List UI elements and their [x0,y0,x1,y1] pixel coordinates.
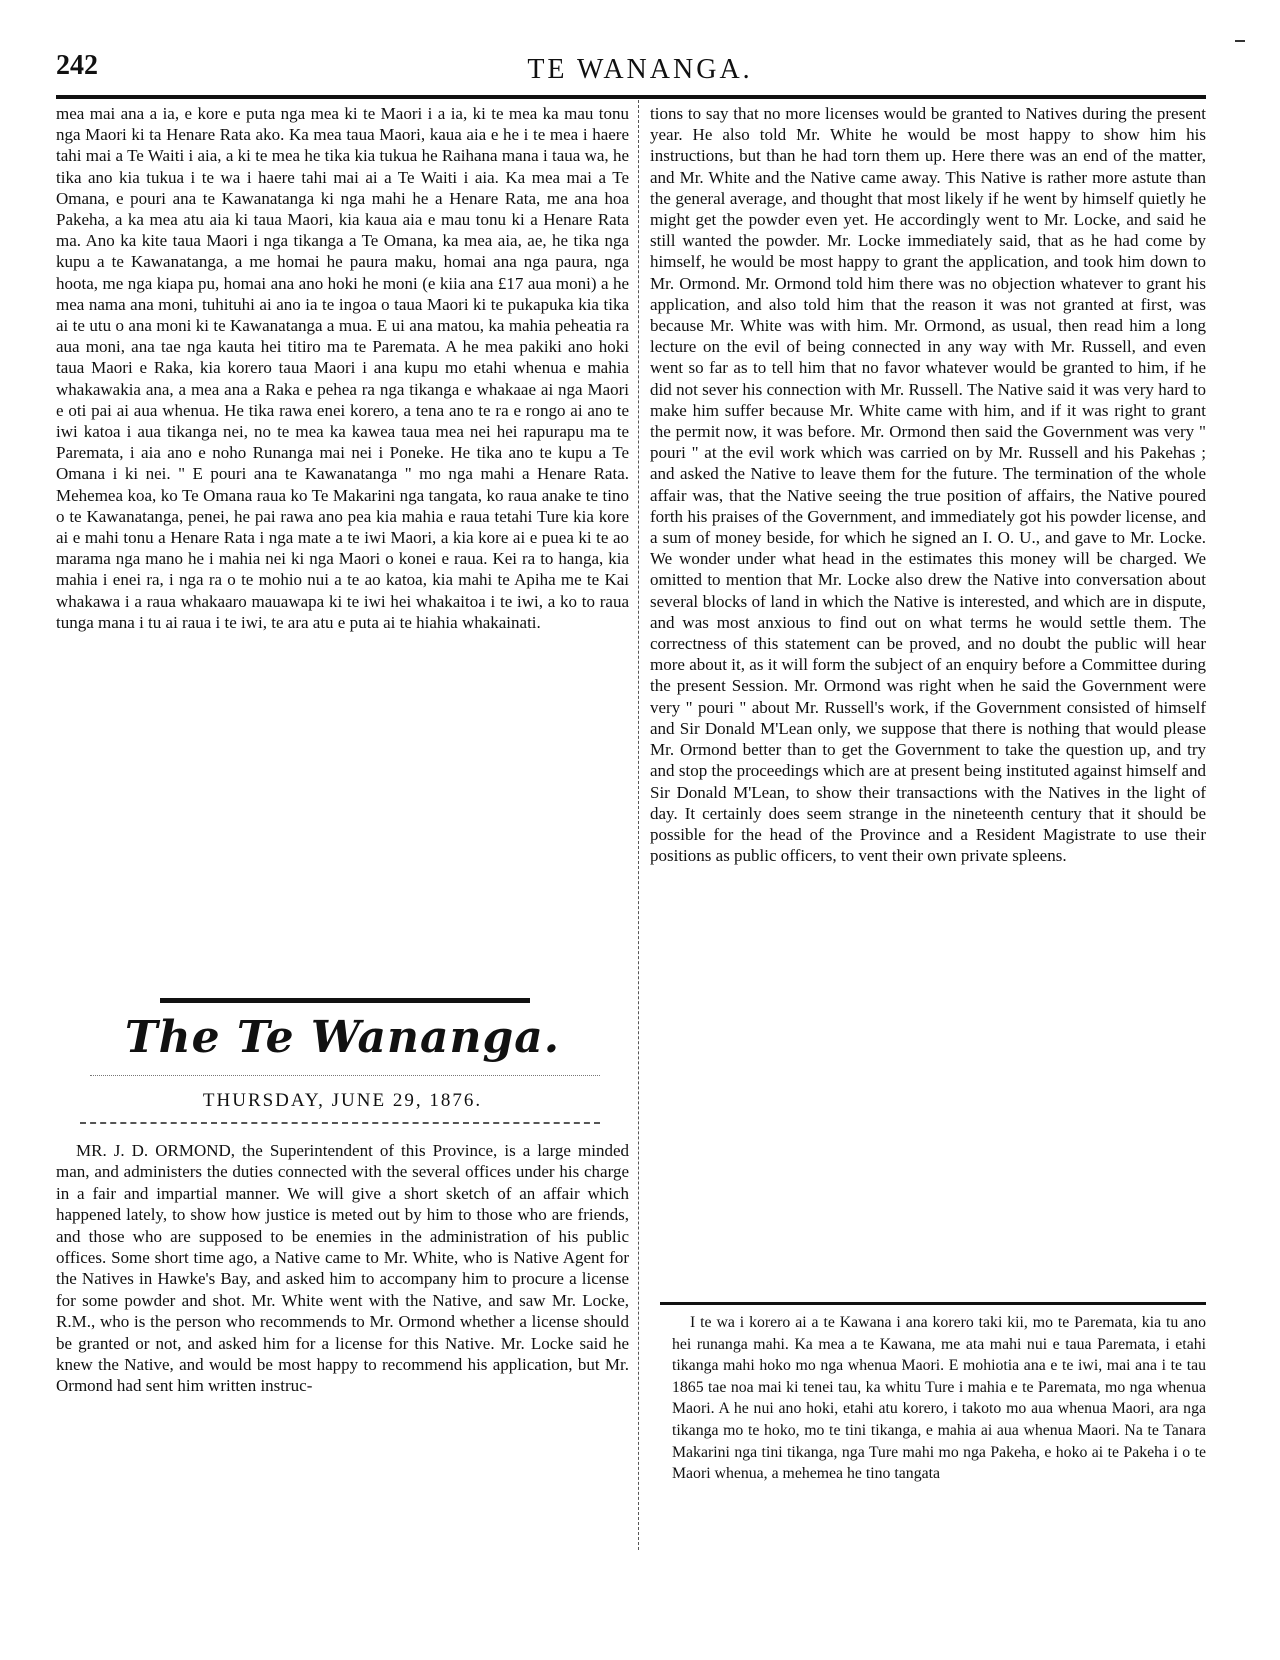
section-rule [660,1302,1206,1305]
running-title: TE WANANGA. [527,54,753,85]
dateline: THURSDAY, JUNE 29, 1876. [202,1090,483,1111]
header-rule [56,95,1206,99]
masthead-rule [160,998,530,1003]
right-column [650,103,1206,866]
editorial-continuation: tions to say that no more licenses would be granted to Natives during the present year. He also told Mr. White he would be most happy to show him his instructions, but than he had torn them up. Here there was an end of the matter, and Mr. White and the Native came away. This Native is rather more astute than the general average, and thought that most likely if he went by himself quietly he might get the powder even yet. He accordingly went to Mr. Locke, and said he still wanted the powder. Mr. Locke immediately said, that as he had come by himself, he would be most happy to grant the application, and took him down to Mr. Ormond. Mr. Ormond told him there was no objection whatever to grant his application, and also told him that the reason it was not granted at first, was because Mr. White was with him. Mr. Ormond, as usual, then read him a long lecture on the evil of being connected in any way with Mr. Russell, and even went so far as to tell him that no favor whatever would be granted to him, if he did not sever his connection with Mr. Russell. The Native said it was very hard to make him suffer because Mr. White came with him, and if it was right to grant the permit now, it was before. Mr. Ormond then said the Government was very " pouri " at the evil work which was carried on by Mr. Russell and his Pakehas ; and asked the Native to leave them for the future. The termination of the whole affair was, that the Native seeing the true position of affairs, the Native poured forth his praises of the Government, and immediately got his powder license, and a sum of money beside, for which he signed an I. O. U., and gave to Mr. Locke. We wonder under what head in the estimates this money will be charged. We omitted to mention that Mr. Locke also drew the Native into conversation about several blocks of land in which the Native is interested, and which are in dispute, and was most anxious to find out on what terms he would settle them. The correctness of this statement can be proved, and no doubt the public will hear more about it, as it will form the subject of an enquiry before a Committee during the present Session. Mr. Ormond was right when he said the Government were very " pouri " about Mr. Russell's work, if the Government consisted of himself and Sir Donald M'Lean only, we suppose that there is nothing that would please Mr. Ormond better than to get the Government to take the question up, and try and stop the proceedings which are at present being instituted against himself and Sir Donald M'Lean, to show their transactions with the Natives in the light of day. It certainly does seem strange in the nineteenth century that it should be possible for the head of the Province and a Resident Magistrate to use their positions as public officers, to vent their own private spleens. [650,104,1206,866]
printer-mark [1235,40,1245,42]
editorial-opening [56,1140,629,1397]
maori-article-text: mea mai ana a ia, e kore e puta nga mea ki te Maori i a ia, ki te mea ka mau tonu nga Maori ki ta Henare Rata ako. Ka mea taua Maori, kaua aia e he i te mea i haere tahi mai a Te Waiti i aia, a ki te mea he tika kia tukua he Raihana mana i taua wa, he tika ano kia tukua i te wa i haere tahi mai ai a Te Waiti i aia. Ka mea mai a Te Omana, e pouri ana te Kawanatanga ki nga mahi he a Henare Rata, me ana hoa Pakeha, a ka mea atu aia ki taua Maori, kia kaua aia e mau tonu ki a Henare Rata ma. Ano ka kite taua Maori i nga tikanga a Te Omana, ka mea aia, ae, he tika nga kupu a te Kawanatanga, a me homai he paura maku, homai ana nga paura, nga hoota, me nga kiapa pu, homai ana ano hoki he moni (e kiia ana £17 aua moni) a he mea nama ana moni, tuhituhi ai ano ia te ingoa o taua Maori ki te pukapuka kia tika ai te utu o ana moni ki te Kawanatanga a mua. E ui ana matou, ka mahia peheatia ra aua moni, ana tae nga kauta hei titiro ma te Paremata. A he mea pakiki ano hoki taua Maori e Raka, kia korero taua Maori i ana kupu mo etahi whenua e mahia whakawakia ana, a mea ana a Raka e pehea ra nga tikanga e whakaae ai nga Maori e oti pai ai aua whenua. He tika rawa enei korero, a tena ano te ra e rongo ai ano te iwi katoa i aua tikanga nei, no te mea ka kawea taua mea nei hei rapurapu ma te Paremata, i aia ano e noho Runanga mai nei i Poneke. He tika ano te kupu a Te Omana i ki nei. " E pouri ana te Kawanatanga " mo nga mahi a Henare Rata. Mehemea koa, ko Te Omana raua ko Te Makarini nga tangata, ko raua anake te tino o te Kawanatanga, penei, he pai rawa ano pea kia mahia e raua tetahi Ture kia kore ai e mahi tonu a Henare Rata i nga mate a te iwi Maori, a kia kore ai e puea ki te ao marama nga mano he i mahia nei ki nga Maori o konei e raua. Kei ra to hanga, kia mahia i enei ra, i nga ra o te mohio nui a te ao katoa, kia mahi te Apiha me te Kai whakawa i a raua whakaaro mauawapa ki te iwi hei whakaitoa i te iwi, a ko to raua tunga mana i tu ai raua i te iwi, te ara atu e puta ai te hiahia whakainati. [56,104,629,632]
editorial-paragraph: MR. J. D. ORMOND, the Superintendent of this Province, is a large minded man, and administers the duties connected with the several offices under his charge in a fair and impartial manner. We will give a short sketch of an affair which happened lately, to show how justice is meted out by him to those who are friends, and those who are supposed to be enemies in the administration of his public offices. Some short time ago, a Native came to Mr. White, who is Native Agent for the Natives in Hawke's Bay, and asked him to accompany him to procure a license for some powder and shot. Mr. White went with the Native, and saw Mr. Locke, R.M., who is the person who recommends to Mr. Ormond whether a license should be granted or not, and asked him for a license for this Native. Mr. Locke said he knew the Native, and would be most happy to recommend his application, but Mr. Ormond had sent him written instruc- [56,1141,629,1396]
left-column [56,103,629,633]
column-divider [638,100,639,1550]
dateline-rule [80,1122,600,1124]
masthead-dotted-rule [90,1075,600,1076]
maori-note-text: I te wa i korero ai a te Kawana i ana korero taki kii, mo te Paremata, kia tu ano hei runanga mahi. Ka mea a te Kawana, me ata mahi nui e taua Paremata, i etahi tikanga mahi hoko mo nga whenua Maori. E mohiotia ana e te iwi, mai ana i te tau 1865 tae noa mai ki tenei tau, ka whitu Ture i mahia e te Paremata, mo nga whenua Maori. A he nui ano hoki, etahi atu korero, i takoto mo aua whenua Maori, ara nga tikanga mo te hoko, mo te tini tikanga, e mahia ai aua whenua Maori. Na te Tanara Makarini nga tini tikanga, nga Ture mahi mo nga Pakeha, e hoko ai te Pakeha i o te Maori whenua, a mehemea he tino tangata [672,1314,1206,1483]
masthead-title: The Te Wananga. [124,1012,561,1063]
maori-note [672,1312,1206,1485]
page-number: 242 [56,50,98,81]
